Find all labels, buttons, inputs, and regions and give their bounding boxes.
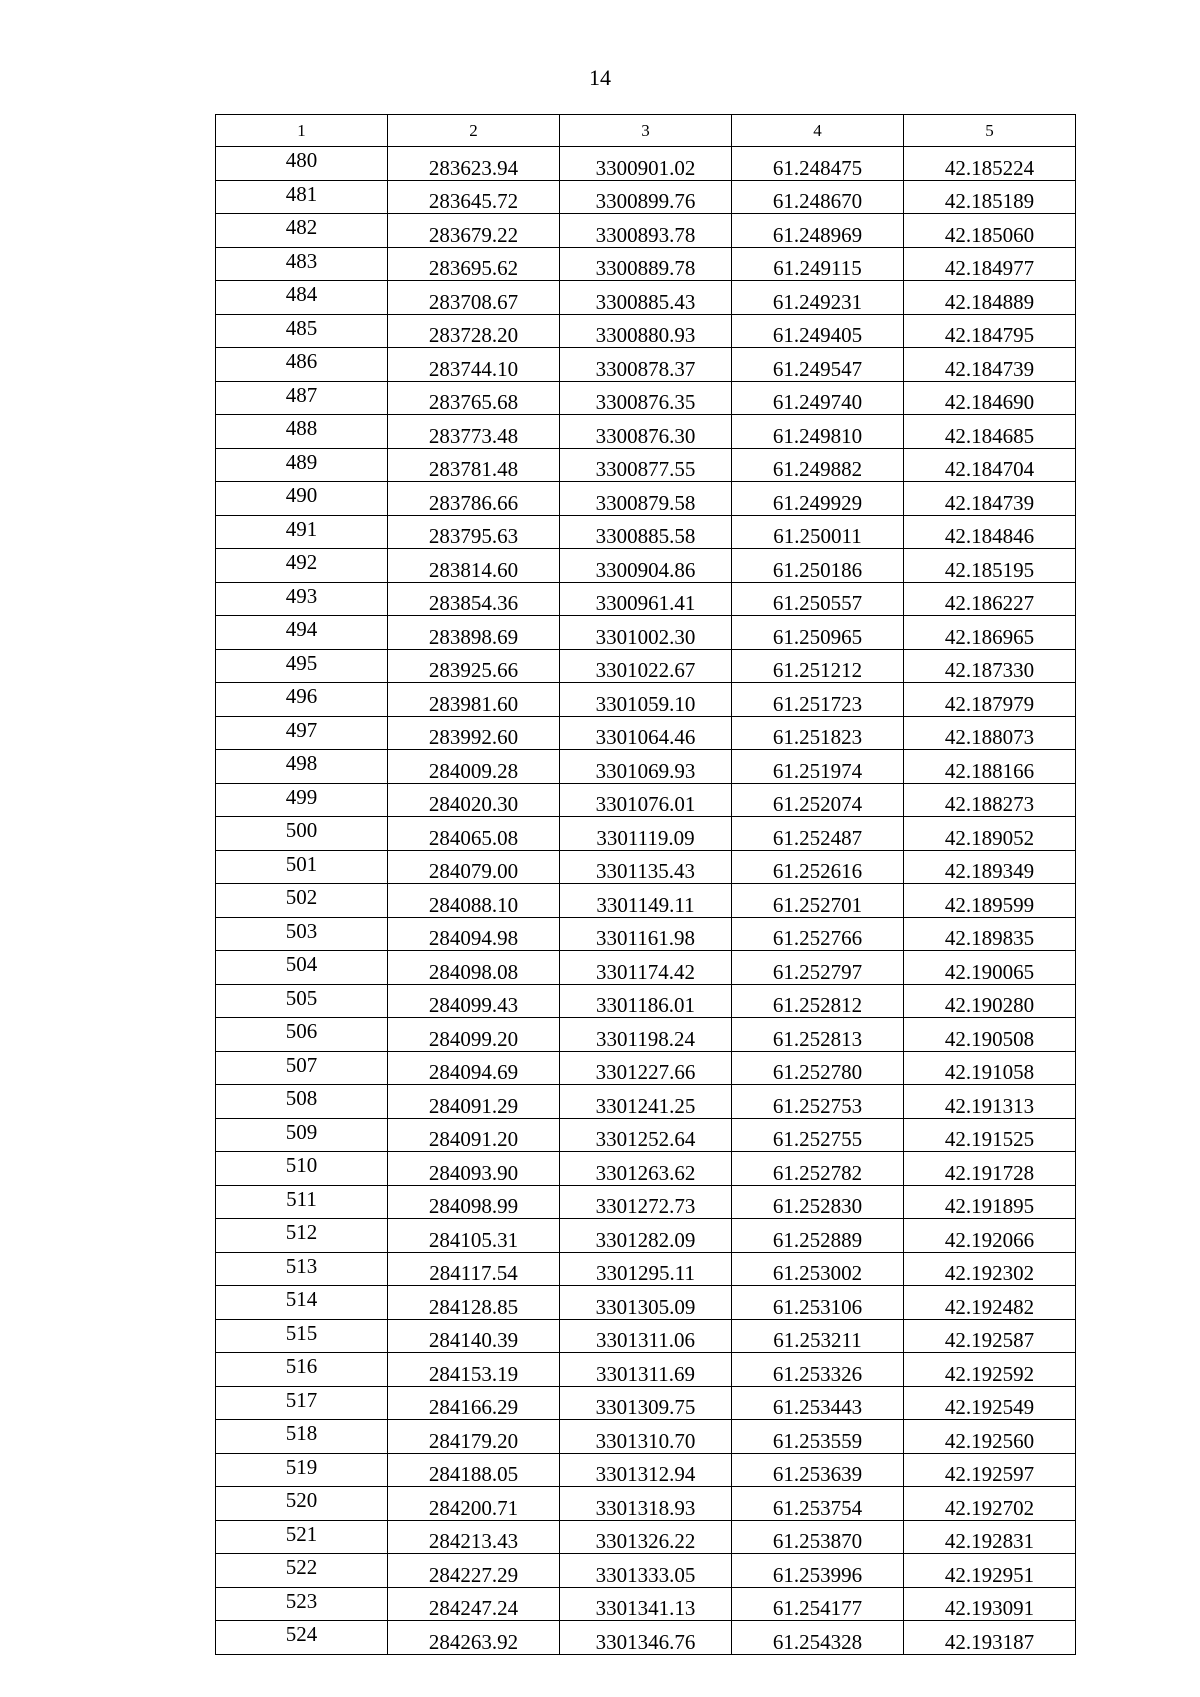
point-number-cell: 501	[216, 850, 388, 884]
coordinate-cell: 42.188166	[904, 750, 1076, 784]
coordinate-cell: 284263.92	[388, 1621, 560, 1655]
column-header-3: 3	[560, 115, 732, 147]
coordinate-cell: 283795.63	[388, 515, 560, 549]
coordinate-cell: 61.253326	[732, 1353, 904, 1387]
coordinate-cell: 61.252782	[732, 1152, 904, 1186]
coordinate-cell: 284227.29	[388, 1554, 560, 1588]
coordinate-cell: 42.193187	[904, 1621, 1076, 1655]
point-number-cell: 485	[216, 314, 388, 348]
coordinate-cell: 61.252780	[732, 1051, 904, 1085]
coordinate-cell: 284099.20	[388, 1018, 560, 1052]
point-number-cell: 488	[216, 415, 388, 449]
coordinate-cell: 3300876.30	[560, 415, 732, 449]
coordinate-cell: 284093.90	[388, 1152, 560, 1186]
table-row	[216, 381, 1076, 415]
coordinate-cell: 42.193091	[904, 1587, 1076, 1621]
header-row	[216, 115, 1076, 147]
point-number-cell: 482	[216, 214, 388, 248]
coordinate-cell: 61.251212	[732, 649, 904, 683]
coordinate-cell: 283898.69	[388, 616, 560, 650]
table-body	[216, 147, 1076, 1655]
coordinate-cell: 42.184690	[904, 381, 1076, 415]
table-row	[216, 1386, 1076, 1420]
coordinate-cell: 61.253106	[732, 1286, 904, 1320]
coordinate-cell: 283981.60	[388, 683, 560, 717]
point-number-cell: 519	[216, 1453, 388, 1487]
coordinate-cell: 61.252889	[732, 1219, 904, 1253]
coordinate-cell: 42.191728	[904, 1152, 1076, 1186]
coordinate-cell: 283925.66	[388, 649, 560, 683]
table-row	[216, 1554, 1076, 1588]
coordinate-cell: 42.187330	[904, 649, 1076, 683]
table-row	[216, 750, 1076, 784]
table-row	[216, 582, 1076, 616]
coordinate-cell: 3301076.01	[560, 783, 732, 817]
point-number-cell: 513	[216, 1252, 388, 1286]
coordinate-cell: 283744.10	[388, 348, 560, 382]
coordinate-cell: 3301311.06	[560, 1319, 732, 1353]
point-number-cell: 502	[216, 884, 388, 918]
coordinate-cell: 284099.43	[388, 984, 560, 1018]
table-row	[216, 1487, 1076, 1521]
coordinate-cell: 42.192597	[904, 1453, 1076, 1487]
coordinate-cell: 61.249547	[732, 348, 904, 382]
coordinate-cell: 284079.00	[388, 850, 560, 884]
coordinate-cell: 42.192560	[904, 1420, 1076, 1454]
coordinate-cell: 3300880.93	[560, 314, 732, 348]
table-row	[216, 247, 1076, 281]
coordinate-cell: 284094.98	[388, 917, 560, 951]
table-row	[216, 1453, 1076, 1487]
coordinate-cell: 42.191895	[904, 1185, 1076, 1219]
table-row	[216, 1621, 1076, 1655]
coordinate-cell: 3300877.55	[560, 448, 732, 482]
coordinate-cell: 61.251974	[732, 750, 904, 784]
coordinate-cell: 3301305.09	[560, 1286, 732, 1320]
point-number-cell: 487	[216, 381, 388, 415]
coordinate-cell: 42.184977	[904, 247, 1076, 281]
coordinate-cell: 61.253002	[732, 1252, 904, 1286]
table-row	[216, 884, 1076, 918]
point-number-cell: 522	[216, 1554, 388, 1588]
coordinate-cell: 3301333.05	[560, 1554, 732, 1588]
coordinate-cell: 42.190065	[904, 951, 1076, 985]
coordinate-cell: 42.188073	[904, 716, 1076, 750]
table-row	[216, 1319, 1076, 1353]
point-number-cell: 515	[216, 1319, 388, 1353]
point-number-cell: 505	[216, 984, 388, 1018]
coordinate-cell: 3301312.94	[560, 1453, 732, 1487]
coordinate-cell: 284105.31	[388, 1219, 560, 1253]
point-number-cell: 490	[216, 482, 388, 516]
table-row	[216, 984, 1076, 1018]
coordinate-cell: 61.253559	[732, 1420, 904, 1454]
coordinate-cell: 3300904.86	[560, 549, 732, 583]
coordinate-cell: 284091.20	[388, 1118, 560, 1152]
coordinate-cell: 3301227.66	[560, 1051, 732, 1085]
table-row	[216, 1587, 1076, 1621]
coordinate-cell: 3301198.24	[560, 1018, 732, 1052]
coordinate-cell: 42.192702	[904, 1487, 1076, 1521]
coordinate-cell: 61.249231	[732, 281, 904, 315]
table-row	[216, 616, 1076, 650]
coordinate-cell: 42.191313	[904, 1085, 1076, 1119]
coordinate-cell: 42.185189	[904, 180, 1076, 214]
coordinate-cell: 42.187979	[904, 683, 1076, 717]
point-number-cell: 516	[216, 1353, 388, 1387]
column-header-5: 5	[904, 115, 1076, 147]
coordinate-cell: 61.253870	[732, 1520, 904, 1554]
table-row	[216, 415, 1076, 449]
coordinate-cell: 61.250011	[732, 515, 904, 549]
point-number-cell: 520	[216, 1487, 388, 1521]
coordinate-cell: 61.249405	[732, 314, 904, 348]
point-number-cell: 500	[216, 817, 388, 851]
coordinate-cell: 3301318.93	[560, 1487, 732, 1521]
point-number-cell: 495	[216, 649, 388, 683]
coordinate-cell: 3300879.58	[560, 482, 732, 516]
table-row	[216, 515, 1076, 549]
coordinate-cell: 284098.08	[388, 951, 560, 985]
coordinate-cell: 284166.29	[388, 1386, 560, 1420]
coordinate-cell: 284153.19	[388, 1353, 560, 1387]
table-row	[216, 783, 1076, 817]
coordinate-cell: 42.192482	[904, 1286, 1076, 1320]
coordinate-cell: 3301310.70	[560, 1420, 732, 1454]
coordinate-cell: 61.251823	[732, 716, 904, 750]
table-row	[216, 817, 1076, 851]
coordinate-cell: 42.192831	[904, 1520, 1076, 1554]
coordinate-cell: 42.185224	[904, 147, 1076, 181]
coordinate-cell: 42.189052	[904, 817, 1076, 851]
table-row	[216, 716, 1076, 750]
point-number-cell: 497	[216, 716, 388, 750]
coordinate-cell: 42.189599	[904, 884, 1076, 918]
coordinate-cell: 3301064.46	[560, 716, 732, 750]
table-row	[216, 1420, 1076, 1454]
coordinate-cell: 61.252766	[732, 917, 904, 951]
table-row	[216, 1185, 1076, 1219]
point-number-cell: 491	[216, 515, 388, 549]
coordinate-cell: 284117.54	[388, 1252, 560, 1286]
coordinate-cell: 42.191525	[904, 1118, 1076, 1152]
point-number-cell: 492	[216, 549, 388, 583]
point-number-cell: 486	[216, 348, 388, 382]
coordinate-cell: 3301282.09	[560, 1219, 732, 1253]
coordinate-cell: 42.184795	[904, 314, 1076, 348]
coordinate-cell: 61.252487	[732, 817, 904, 851]
coordinate-cell: 283781.48	[388, 448, 560, 482]
coordinate-cell: 283728.20	[388, 314, 560, 348]
table-row	[216, 214, 1076, 248]
coordinate-cell: 284098.99	[388, 1185, 560, 1219]
table-row	[216, 180, 1076, 214]
coordinate-cell: 61.253211	[732, 1319, 904, 1353]
coordinate-cell: 42.184739	[904, 482, 1076, 516]
point-number-cell: 498	[216, 750, 388, 784]
coordinate-cell: 3301341.13	[560, 1587, 732, 1621]
coordinate-cell: 283765.68	[388, 381, 560, 415]
coordinates-table	[215, 114, 1076, 1655]
coordinate-cell: 3301311.69	[560, 1353, 732, 1387]
table-row	[216, 1252, 1076, 1286]
coordinate-cell: 283623.94	[388, 147, 560, 181]
coordinate-cell: 61.248475	[732, 147, 904, 181]
coordinate-cell: 283773.48	[388, 415, 560, 449]
coordinate-cell: 42.192066	[904, 1219, 1076, 1253]
coordinate-cell: 3300893.78	[560, 214, 732, 248]
coordinate-cell: 283992.60	[388, 716, 560, 750]
table-row	[216, 683, 1076, 717]
table-row	[216, 649, 1076, 683]
coordinate-cell: 3301309.75	[560, 1386, 732, 1420]
coordinate-cell: 3300961.41	[560, 582, 732, 616]
coordinate-cell: 284128.85	[388, 1286, 560, 1320]
point-number-cell: 496	[216, 683, 388, 717]
coordinate-cell: 3301161.98	[560, 917, 732, 951]
point-number-cell: 494	[216, 616, 388, 650]
coordinate-cell: 42.190280	[904, 984, 1076, 1018]
coordinate-cell: 283814.60	[388, 549, 560, 583]
table-row	[216, 348, 1076, 382]
coordinate-cell: 61.252074	[732, 783, 904, 817]
table-row	[216, 482, 1076, 516]
coordinate-cell: 3300889.78	[560, 247, 732, 281]
coordinate-cell: 42.186965	[904, 616, 1076, 650]
coordinate-cell: 284091.29	[388, 1085, 560, 1119]
coordinate-cell: 61.252813	[732, 1018, 904, 1052]
column-header-1: 1	[216, 115, 388, 147]
coordinate-cell: 3301186.01	[560, 984, 732, 1018]
coordinate-cell: 3301069.93	[560, 750, 732, 784]
point-number-cell: 483	[216, 247, 388, 281]
coordinate-cell: 42.189349	[904, 850, 1076, 884]
coordinate-cell: 3301346.76	[560, 1621, 732, 1655]
coordinate-cell: 61.253639	[732, 1453, 904, 1487]
coordinate-cell: 61.252701	[732, 884, 904, 918]
table-row	[216, 1085, 1076, 1119]
table-row	[216, 917, 1076, 951]
point-number-cell: 511	[216, 1185, 388, 1219]
coordinate-cell: 42.184739	[904, 348, 1076, 382]
coordinate-cell: 42.189835	[904, 917, 1076, 951]
table-header	[216, 115, 1076, 147]
coordinate-cell: 3300885.43	[560, 281, 732, 315]
point-number-cell: 480	[216, 147, 388, 181]
coordinate-cell: 61.254328	[732, 1621, 904, 1655]
coordinate-cell: 42.192302	[904, 1252, 1076, 1286]
coordinate-cell: 61.253754	[732, 1487, 904, 1521]
coordinate-cell: 3301149.11	[560, 884, 732, 918]
point-number-cell: 499	[216, 783, 388, 817]
point-number-cell: 523	[216, 1587, 388, 1621]
coordinate-cell: 284140.39	[388, 1319, 560, 1353]
coordinate-cell: 61.248969	[732, 214, 904, 248]
coordinate-cell: 284065.08	[388, 817, 560, 851]
table-row	[216, 1051, 1076, 1085]
point-number-cell: 493	[216, 582, 388, 616]
coordinate-cell: 3301135.43	[560, 850, 732, 884]
point-number-cell: 506	[216, 1018, 388, 1052]
coordinate-cell: 42.188273	[904, 783, 1076, 817]
coordinate-cell: 3301241.25	[560, 1085, 732, 1119]
point-number-cell: 509	[216, 1118, 388, 1152]
coordinate-cell: 61.249810	[732, 415, 904, 449]
point-number-cell: 517	[216, 1386, 388, 1420]
coordinate-cell: 61.250965	[732, 616, 904, 650]
coordinate-cell: 3301002.30	[560, 616, 732, 650]
coordinate-cell: 61.252753	[732, 1085, 904, 1119]
point-number-cell: 504	[216, 951, 388, 985]
coordinate-cell: 283695.62	[388, 247, 560, 281]
point-number-cell: 510	[216, 1152, 388, 1186]
coordinate-cell: 284094.69	[388, 1051, 560, 1085]
table-row	[216, 448, 1076, 482]
coordinate-cell: 3301059.10	[560, 683, 732, 717]
coordinate-cell: 283708.67	[388, 281, 560, 315]
table-row	[216, 281, 1076, 315]
coordinate-cell: 61.249740	[732, 381, 904, 415]
coordinate-cell: 42.192549	[904, 1386, 1076, 1420]
coordinate-cell: 61.249929	[732, 482, 904, 516]
coordinate-cell: 61.252830	[732, 1185, 904, 1219]
coordinate-cell: 42.185195	[904, 549, 1076, 583]
coordinate-cell: 283679.22	[388, 214, 560, 248]
coordinate-cell: 61.252616	[732, 850, 904, 884]
table-row	[216, 147, 1076, 181]
coordinate-cell: 284213.43	[388, 1520, 560, 1554]
coordinate-cell: 284247.24	[388, 1587, 560, 1621]
coordinate-cell: 61.250557	[732, 582, 904, 616]
coordinate-cell: 61.250186	[732, 549, 904, 583]
coordinate-cell: 42.192951	[904, 1554, 1076, 1588]
coordinate-cell: 42.184685	[904, 415, 1076, 449]
coordinate-cell: 61.252797	[732, 951, 904, 985]
column-header-2: 2	[388, 115, 560, 147]
coordinate-cell: 42.184889	[904, 281, 1076, 315]
point-number-cell: 524	[216, 1621, 388, 1655]
coordinate-cell: 3301119.09	[560, 817, 732, 851]
table-row	[216, 850, 1076, 884]
coordinate-cell: 284009.28	[388, 750, 560, 784]
coordinate-cell: 61.248670	[732, 180, 904, 214]
coordinate-cell: 42.192587	[904, 1319, 1076, 1353]
table-row	[216, 1118, 1076, 1152]
coordinate-cell: 42.185060	[904, 214, 1076, 248]
coordinate-cell: 61.249882	[732, 448, 904, 482]
coordinate-cell: 42.184846	[904, 515, 1076, 549]
point-number-cell: 489	[216, 448, 388, 482]
coordinate-cell: 42.191058	[904, 1051, 1076, 1085]
coordinate-cell: 3300876.35	[560, 381, 732, 415]
coordinate-cell: 3300878.37	[560, 348, 732, 382]
coordinate-cell: 3300901.02	[560, 147, 732, 181]
table-row	[216, 951, 1076, 985]
table-row	[216, 314, 1076, 348]
coordinate-cell: 284188.05	[388, 1453, 560, 1487]
coordinate-cell: 61.251723	[732, 683, 904, 717]
table-row	[216, 1018, 1076, 1052]
point-number-cell: 508	[216, 1085, 388, 1119]
coordinate-cell: 284200.71	[388, 1487, 560, 1521]
coordinate-cell: 61.252812	[732, 984, 904, 1018]
coordinate-cell: 3300885.58	[560, 515, 732, 549]
coordinate-cell: 3301326.22	[560, 1520, 732, 1554]
table-row	[216, 1520, 1076, 1554]
coordinate-cell: 61.252755	[732, 1118, 904, 1152]
column-header-4: 4	[732, 115, 904, 147]
coordinate-cell: 3301252.64	[560, 1118, 732, 1152]
coordinate-cell: 42.184704	[904, 448, 1076, 482]
coordinate-cell: 3301295.11	[560, 1252, 732, 1286]
table-row	[216, 549, 1076, 583]
coordinate-cell: 283854.36	[388, 582, 560, 616]
coordinate-cell: 61.254177	[732, 1587, 904, 1621]
point-number-cell: 512	[216, 1219, 388, 1253]
point-number-cell: 518	[216, 1420, 388, 1454]
coordinate-cell: 3301022.67	[560, 649, 732, 683]
page-number: 14	[589, 65, 611, 90]
coordinate-cell: 284088.10	[388, 884, 560, 918]
coordinate-cell: 61.249115	[732, 247, 904, 281]
coordinate-cell: 3301263.62	[560, 1152, 732, 1186]
point-number-cell: 521	[216, 1520, 388, 1554]
coordinate-cell: 61.253443	[732, 1386, 904, 1420]
coordinate-cell: 284020.30	[388, 783, 560, 817]
coordinate-cell: 42.190508	[904, 1018, 1076, 1052]
coordinate-cell: 283786.66	[388, 482, 560, 516]
table-row	[216, 1353, 1076, 1387]
coordinate-cell: 3300899.76	[560, 180, 732, 214]
coordinate-cell: 3301272.73	[560, 1185, 732, 1219]
table-row	[216, 1286, 1076, 1320]
point-number-cell: 484	[216, 281, 388, 315]
coordinate-cell: 42.186227	[904, 582, 1076, 616]
point-number-cell: 514	[216, 1286, 388, 1320]
point-number-cell: 503	[216, 917, 388, 951]
coordinate-cell: 283645.72	[388, 180, 560, 214]
table-row	[216, 1219, 1076, 1253]
coordinate-cell: 42.192592	[904, 1353, 1076, 1387]
coordinate-cell: 284179.20	[388, 1420, 560, 1454]
table-row	[216, 1152, 1076, 1186]
point-number-cell: 507	[216, 1051, 388, 1085]
point-number-cell: 481	[216, 180, 388, 214]
coordinate-cell: 3301174.42	[560, 951, 732, 985]
coordinate-cell: 61.253996	[732, 1554, 904, 1588]
